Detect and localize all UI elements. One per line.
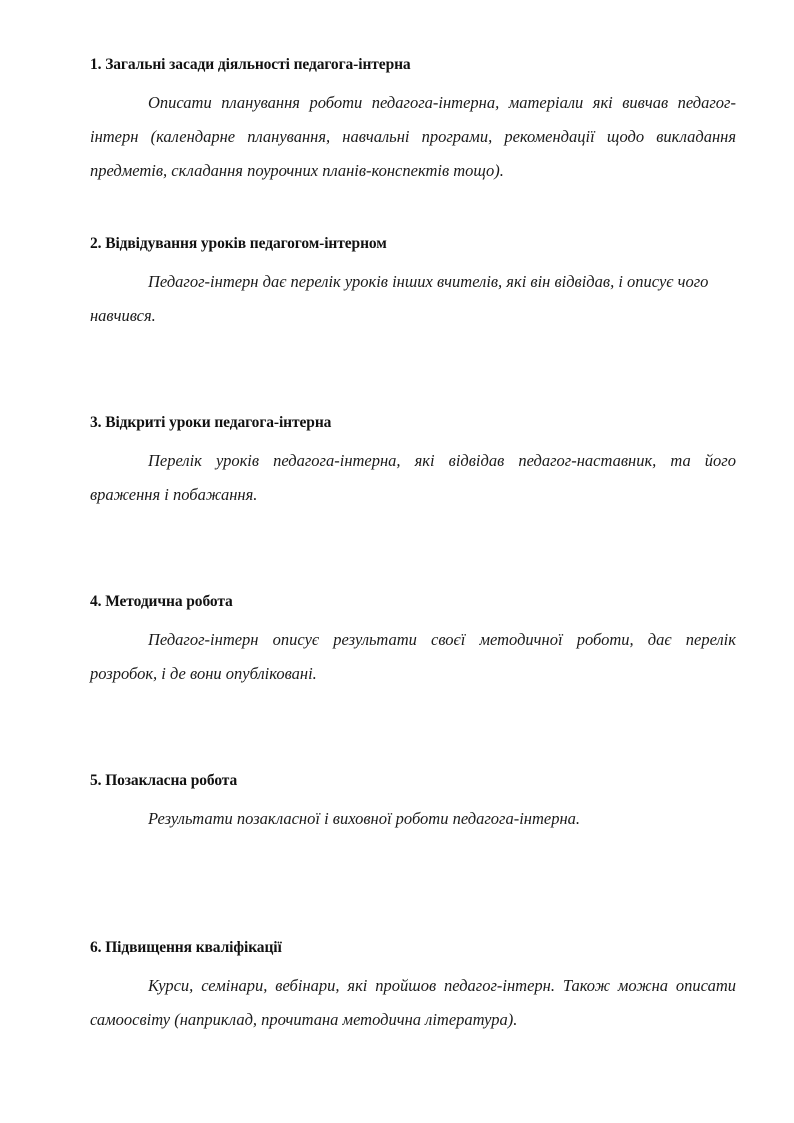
section-4-body: Педагог-інтерн описує результати своєї методичної роботи, дає перелік розробок, і де вони опубліковані. xyxy=(90,630,736,683)
section-3 xyxy=(90,411,736,512)
section-5-heading-gap xyxy=(90,793,736,802)
gap-after-section-2 xyxy=(90,333,736,411)
section-3-body: Перелік уроків педагога-інтерна, які відвідав педагог-наставник, та його враження і побажання. xyxy=(90,451,736,504)
gap-after-section-5 xyxy=(90,836,736,936)
section-4 xyxy=(90,590,736,691)
section-1-heading-gap xyxy=(90,77,736,86)
section-2-heading-gap xyxy=(90,256,736,265)
section-5-body: Результати позакласної і виховної роботи педагога-інтерна. xyxy=(148,809,581,828)
gap-after-section-1 xyxy=(90,188,736,232)
section-5 xyxy=(90,769,736,836)
section-6-heading-gap xyxy=(90,960,736,969)
section-6-body: Курси, семінари, вебінари, які пройшов педагог-інтерн. Також можна описати самоосвіту (наприклад, прочитана методична література). xyxy=(90,976,736,1029)
section-6 xyxy=(90,936,736,1037)
section-5-heading: 5. Позакласна робота xyxy=(90,772,238,789)
section-1 xyxy=(90,53,736,188)
gap-after-section-4 xyxy=(90,691,736,769)
section-3-heading-gap xyxy=(90,435,736,444)
section-4-heading: 4. Методична робота xyxy=(90,593,233,610)
section-6-heading: 6. Підвищення кваліфікації xyxy=(90,939,282,956)
document-content xyxy=(90,0,736,1037)
section-1-body: Описати планування роботи педагога-інтерна, матеріали які вивчав педагог-інтерн (календарне планування, навчальні програми, рекомендації щодо викладання предметів, складання поурочних планів-конспектів тощо). xyxy=(90,93,736,180)
section-2-heading: 2. Відвідування уроків педагогом-інтерном xyxy=(90,235,387,252)
section-2-body: Педагог-інтерн дає перелік уроків інших вчителів, які він відвідав, і описує чого навчився. xyxy=(90,272,709,325)
section-2 xyxy=(90,232,736,333)
top-spacer xyxy=(90,0,736,53)
section-4-heading-gap xyxy=(90,614,736,623)
section-3-heading: 3. Відкриті уроки педагога-інтерна xyxy=(90,414,332,431)
gap-after-section-3 xyxy=(90,512,736,590)
section-1-heading: 1. Загальні засади діяльності педагога-інтерна xyxy=(90,56,411,73)
